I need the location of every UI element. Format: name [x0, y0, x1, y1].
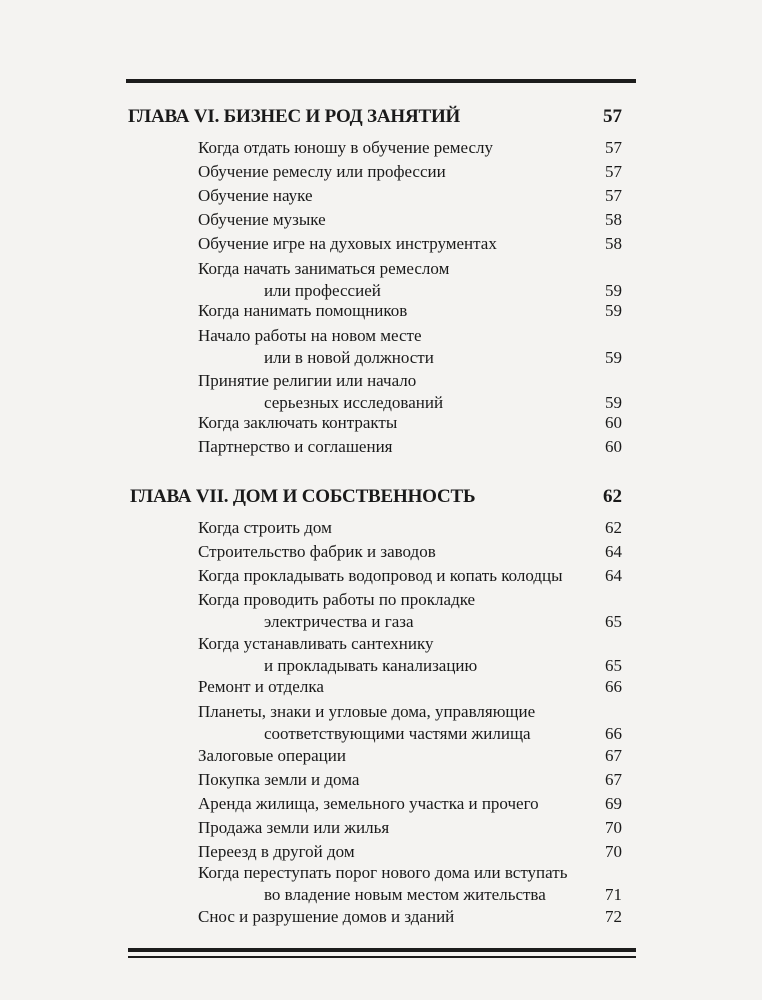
entry-page-number: 70 — [605, 818, 622, 837]
entry-page-number: 60 — [605, 413, 622, 432]
entry-text: Партнерство и соглашения — [198, 437, 393, 456]
entry-text-continued: электричества и газа — [264, 612, 414, 631]
entry-page-number: 66 — [605, 677, 622, 696]
entry-page-number: 60 — [605, 437, 622, 456]
toc-entry — [0, 541, 762, 563]
entry-text: Когда переступать порог нового дома или вступать — [198, 863, 568, 882]
entry-page-number: 64 — [605, 566, 622, 585]
entry-page-number: 66 — [605, 724, 622, 743]
entry-text: Когда начать заниматься ремеслом — [198, 259, 450, 278]
toc-entry — [0, 701, 762, 745]
entry-text: Когда заключать контракты — [198, 413, 398, 432]
chapter-title: ГЛАВА VII. ДОМ И СОБСТВЕННОСТЬ — [130, 486, 476, 507]
entry-text: Обучение ремеслу или профессии — [198, 162, 446, 181]
toc-entry — [0, 676, 762, 698]
entry-page-number: 65 — [605, 656, 622, 675]
entry-text: Когда устанавливать сантехнику — [198, 634, 434, 653]
entry-page-number: 57 — [605, 186, 622, 205]
toc-entry — [0, 565, 762, 587]
toc-entry — [0, 209, 762, 231]
entry-text: Принятие религии или начало — [198, 371, 417, 390]
toc-entry — [0, 185, 762, 207]
entry-page-number: 70 — [605, 842, 622, 861]
toc-entry — [0, 161, 762, 183]
entry-page-number: 64 — [605, 542, 622, 561]
entry-text: Планеты, знаки и угловые дома, управляющие — [198, 702, 536, 721]
toc-entry — [0, 906, 762, 928]
toc-entry — [0, 517, 762, 539]
entry-page-number: 57 — [605, 138, 622, 157]
entry-text: Ремонт и отделка — [198, 677, 324, 696]
entry-text: Продажа земли или жилья — [198, 818, 390, 837]
toc-entry — [0, 589, 762, 633]
entry-text-continued: или профессией — [264, 281, 381, 300]
chapter-page-number: 62 — [603, 486, 622, 507]
toc-entry — [0, 793, 762, 815]
entry-text: Обучение музыке — [198, 210, 326, 229]
toc-entry — [0, 841, 762, 863]
toc-entry — [0, 258, 762, 302]
entry-page-number: 62 — [605, 518, 622, 537]
entry-page-number: 59 — [605, 281, 622, 300]
chapter-page-number: 57 — [603, 106, 622, 127]
top-rule — [126, 79, 636, 83]
entry-page-number: 59 — [605, 348, 622, 367]
entry-text: Залоговые операции — [198, 746, 346, 765]
entry-text: Когда проводить работы по прокладке — [198, 590, 476, 609]
chapter-title: ГЛАВА VI. БИЗНЕС И РОД ЗАНЯТИЙ — [128, 106, 461, 127]
toc-entry — [0, 436, 762, 458]
bottom-rule-thin — [128, 956, 636, 958]
toc-entry — [0, 370, 762, 414]
toc-entry — [0, 137, 762, 159]
toc-entry — [0, 862, 762, 906]
entry-text: Покупка земли и дома — [198, 770, 360, 789]
entry-text: Обучение игре на духовых инструментах — [198, 234, 497, 253]
entry-text: Переезд в другой дом — [198, 842, 355, 861]
entry-page-number: 67 — [605, 746, 622, 765]
entry-text: Когда строить дом — [198, 518, 332, 537]
entry-page-number: 58 — [605, 210, 622, 229]
entry-text: Обучение науке — [198, 186, 313, 205]
entry-text-continued: и прокладывать канализацию — [264, 656, 478, 675]
entry-page-number: 57 — [605, 162, 622, 181]
entry-page-number: 59 — [605, 393, 622, 412]
toc-entry — [0, 300, 762, 322]
entry-text-continued: серьезных исследований — [264, 393, 444, 412]
entry-text-continued: соответствующими частями жилища — [264, 724, 531, 743]
bottom-rule-thick — [128, 948, 636, 952]
entry-page-number: 69 — [605, 794, 622, 813]
toc-entry — [0, 412, 762, 434]
entry-text: Аренда жилища, земельного участка и прочего — [198, 794, 539, 813]
entry-page-number: 72 — [605, 907, 622, 926]
chapter-heading-6 — [0, 106, 762, 132]
toc-entry — [0, 745, 762, 767]
toc-entry — [0, 233, 762, 255]
entry-text-continued: или в новой должности — [264, 348, 434, 367]
toc-entry — [0, 325, 762, 369]
entry-page-number: 58 — [605, 234, 622, 253]
toc-entry — [0, 769, 762, 791]
entry-text: Когда отдать юношу в обучение ремеслу — [198, 138, 494, 157]
entry-page-number: 65 — [605, 612, 622, 631]
toc-entry — [0, 633, 762, 677]
entry-text: Когда прокладывать водопровод и копать колодцы — [198, 566, 563, 585]
entry-page-number: 71 — [605, 885, 622, 904]
chapter-heading-7 — [0, 486, 762, 512]
entry-page-number: 67 — [605, 770, 622, 789]
entry-text: Начало работы на новом месте — [198, 326, 422, 345]
toc-entry — [0, 817, 762, 839]
entry-text-continued: во владение новым местом жительства — [264, 885, 546, 904]
entry-text: Строительство фабрик и заводов — [198, 542, 436, 561]
entry-text: Снос и разрушение домов и зданий — [198, 907, 455, 926]
entry-text: Когда нанимать помощников — [198, 301, 408, 320]
entry-page-number: 59 — [605, 301, 622, 320]
